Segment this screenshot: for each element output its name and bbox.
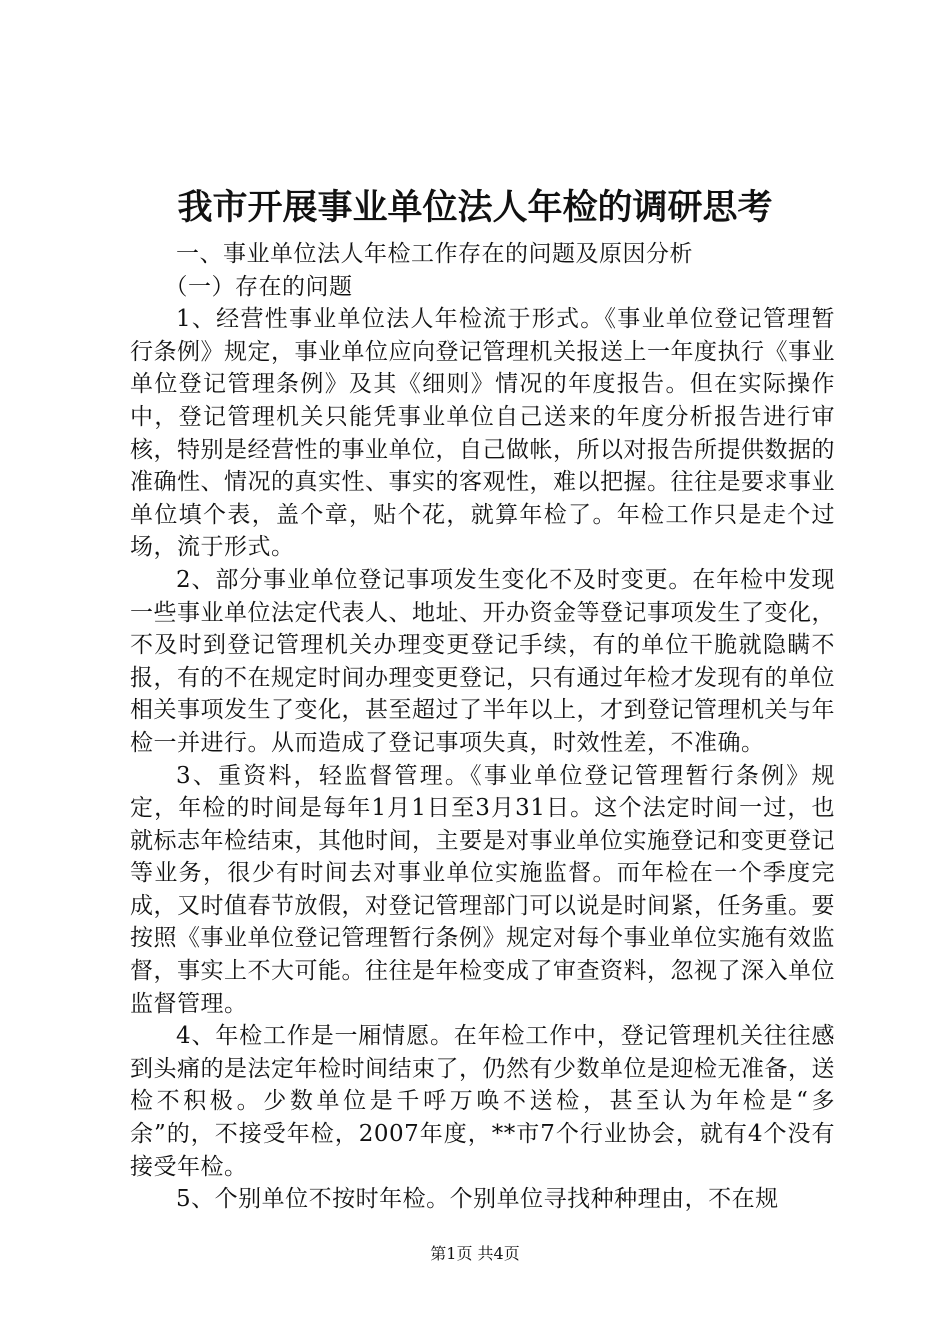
subsection-heading: （一）存在的问题: [164, 273, 353, 300]
paragraph-5: 5、个别单位不按时年检。个别单位寻找种种理由，不在规: [176, 1186, 779, 1213]
document-body: [130, 238, 835, 1216]
section-heading: 一、事业单位法人年检工作存在的问题及原因分析: [176, 241, 693, 267]
paragraph-3: 3、重资料，轻监督管理。《事业单位登记管理暂行条例》规定，年检的时间是每年1月1日至3月31日。这个法定时间一过，也就标志年检结束，其他时间，主要是对事业单位实施登记和变更登记等业务，很少有时间去对事业单位实施监督。而年检在一个季度完成，又时值春节放假，对登记管理部门可以说是时间紧，任务重。要按照《事业单位登记管理暂行条例》规定对每个事业单位实施有效监督，事实上不大可能。往往是年检变成了审查资料，忽视了深入单位监督管理。: [130, 762, 835, 1017]
page-footer: 第1页 共4页: [430, 1244, 520, 1263]
paragraph-2: 2、部分事业单位登记事项发生变化不及时变更。在年检中发现一些事业单位法定代表人、地址、开办资金等登记事项发生了变化，不及时到登记管理机关办理变更登记手续，有的单位干脆就隐瞒不报，有的不在规定时间办理变更登记，只有通过年检才发现有的单位相关事项发生了变化，甚至超过了半年以上，才到登记管理机关与年检一并进行。从而造成了登记事项失真，时效性差，不准确。: [130, 566, 835, 756]
paragraph-4: 4、年检工作是一厢情愿。在年检工作中，登记管理机关往往感到头痛的是法定年检时间结束了，仍然有少数单位是迎检无准备，送检不积极。少数单位是千呼万唤不送检，甚至认为年检是“多余”的，不接受年检，2007年度，**市7个行业协会，就有4个没有接受年检。: [130, 1023, 835, 1180]
paragraph-1: 1、经营性事业单位法人年检流于形式。《事业单位登记管理暂行条例》规定，事业单位应向登记管理机关报送上一年度执行《事业单位登记管理条例》及其《细则》情况的年度报告。但在实际操作中，登记管理机关只能凭事业单位自己送来的年度分析报告进行审核，特别是经营性的事业单位，自己做帐，所以对报告所提供数据的准确性、情况的真实性、事实的客观性，难以把握。往往是要求事业单位填个表，盖个章，贴个花，就算年检了。年检工作只是走个过场，流于形式。: [130, 306, 835, 561]
document-title: 我市开展事业单位法人年检的调研思考: [177, 187, 773, 228]
